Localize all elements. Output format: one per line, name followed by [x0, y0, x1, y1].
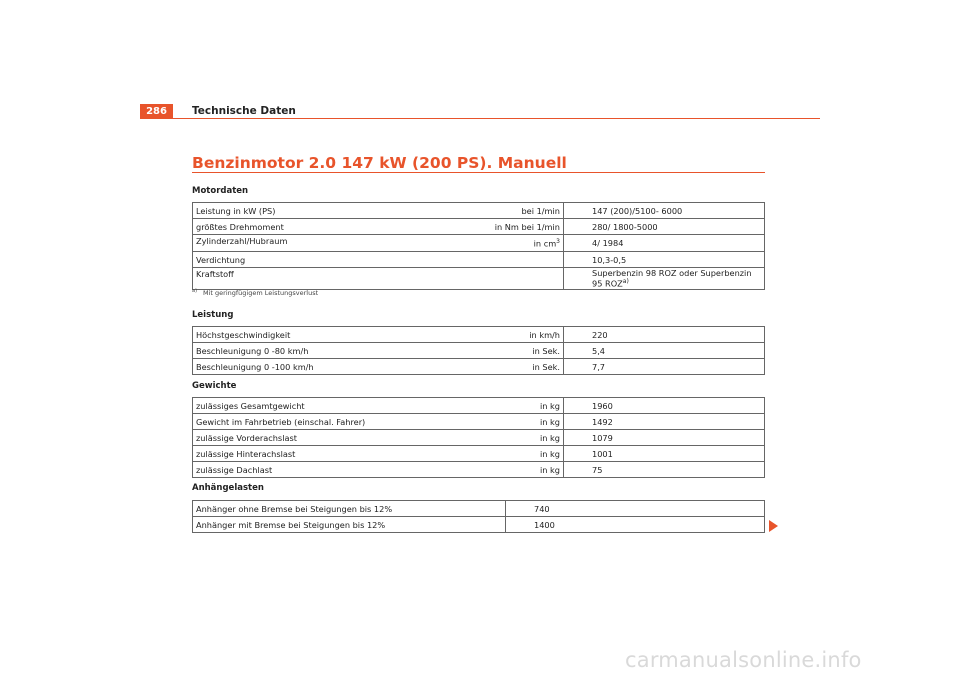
- row-value: 1400: [506, 517, 765, 533]
- running-header: Technische Daten: [192, 105, 296, 117]
- row-value: 75: [564, 462, 765, 478]
- row-value: 7,7: [564, 359, 765, 375]
- row-unit: in Sek.: [485, 359, 564, 375]
- row-label: Zylinderzahl/Hubraum: [193, 235, 486, 252]
- row-unit: in Nm bei 1/min: [485, 219, 564, 235]
- row-unit: bei 1/min: [485, 203, 564, 219]
- row-label: Höchstgeschwindigkeit: [193, 327, 486, 343]
- row-unit: [485, 268, 564, 290]
- unit-text: in cm: [533, 238, 557, 249]
- row-label: Anhänger mit Bremse bei Steigungen bis 12%: [193, 517, 506, 533]
- title-rule: [192, 172, 765, 173]
- row-label: Beschleunigung 0 -80 km/h: [193, 343, 486, 359]
- table-row: [193, 235, 765, 252]
- table-motordaten: [192, 202, 765, 290]
- header-rule: [140, 118, 820, 119]
- row-value: 147 (200)/5100- 6000: [564, 203, 765, 219]
- table-anhaengelasten: [192, 500, 765, 533]
- row-value: 1492: [564, 414, 765, 430]
- unit-superscript: 3: [556, 237, 560, 245]
- row-label: Beschleunigung 0 -100 km/h: [193, 359, 486, 375]
- table-row: [193, 501, 765, 517]
- row-label: Gewicht im Fahrbetrieb (einschal. Fahrer): [193, 414, 486, 430]
- table-row: [193, 446, 765, 462]
- row-value: 4/ 1984: [564, 235, 765, 252]
- row-unit: in kg: [485, 446, 564, 462]
- table-row: [193, 327, 765, 343]
- table-row: [193, 219, 765, 235]
- page-title: Benzinmotor 2.0 147 kW (200 PS). Manuell: [192, 154, 567, 172]
- arrow-right-icon: [769, 520, 778, 532]
- row-value: 5,4: [564, 343, 765, 359]
- table-leistung: [192, 326, 765, 375]
- watermark: carmanualsonline.info: [625, 648, 862, 672]
- value-text: Superbenzin 98 ROZ oder Superbenzin 95 ROZ: [592, 268, 752, 289]
- page-number: 286: [140, 104, 173, 118]
- row-value: 220: [564, 327, 765, 343]
- section-heading-anhaengelasten: Anhängelasten: [192, 483, 264, 493]
- section-heading-gewichte: Gewichte: [192, 381, 237, 391]
- row-label: zulässige Dachlast: [193, 462, 486, 478]
- table-row: [193, 343, 765, 359]
- row-label: zulässige Hinterachslast: [193, 446, 486, 462]
- row-unit: in kg: [485, 430, 564, 446]
- table-gewichte: [192, 397, 765, 478]
- row-unit: [485, 252, 564, 268]
- section-heading-motordaten: Motordaten: [192, 186, 249, 196]
- row-label: zulässiges Gesamtgewicht: [193, 398, 486, 414]
- table-row: [193, 430, 765, 446]
- table-row: [193, 203, 765, 219]
- row-label: Leistung in kW (PS): [193, 203, 486, 219]
- table-row: [193, 517, 765, 533]
- table-row: [193, 359, 765, 375]
- row-label: zulässige Vorderachslast: [193, 430, 486, 446]
- row-value: [564, 268, 765, 290]
- row-unit: [485, 235, 564, 252]
- table-row: [193, 268, 765, 290]
- row-unit: in Sek.: [485, 343, 564, 359]
- row-label: Verdichtung: [193, 252, 486, 268]
- row-unit: in kg: [485, 462, 564, 478]
- section-heading-leistung: Leistung: [192, 310, 234, 320]
- footnote-mark: a): [192, 288, 198, 294]
- footnote-text: Mit geringfügigem Leistungsverlust: [203, 289, 319, 298]
- row-value: 1001: [564, 446, 765, 462]
- footnote: [192, 288, 318, 297]
- row-value: 1960: [564, 398, 765, 414]
- row-unit: in km/h: [485, 327, 564, 343]
- row-value: 1079: [564, 430, 765, 446]
- table-row: [193, 462, 765, 478]
- row-label: Anhänger ohne Bremse bei Steigungen bis 12%: [193, 501, 506, 517]
- row-value: 10,3-0,5: [564, 252, 765, 268]
- row-label: Kraftstoff: [193, 268, 486, 290]
- table-row: [193, 252, 765, 268]
- footnote-ref: a): [622, 278, 629, 285]
- row-value: 280/ 1800-5000: [564, 219, 765, 235]
- row-label: größtes Drehmoment: [193, 219, 486, 235]
- table-row: [193, 414, 765, 430]
- row-value: 740: [506, 501, 765, 517]
- table-row: [193, 398, 765, 414]
- row-unit: in kg: [485, 414, 564, 430]
- row-unit: in kg: [485, 398, 564, 414]
